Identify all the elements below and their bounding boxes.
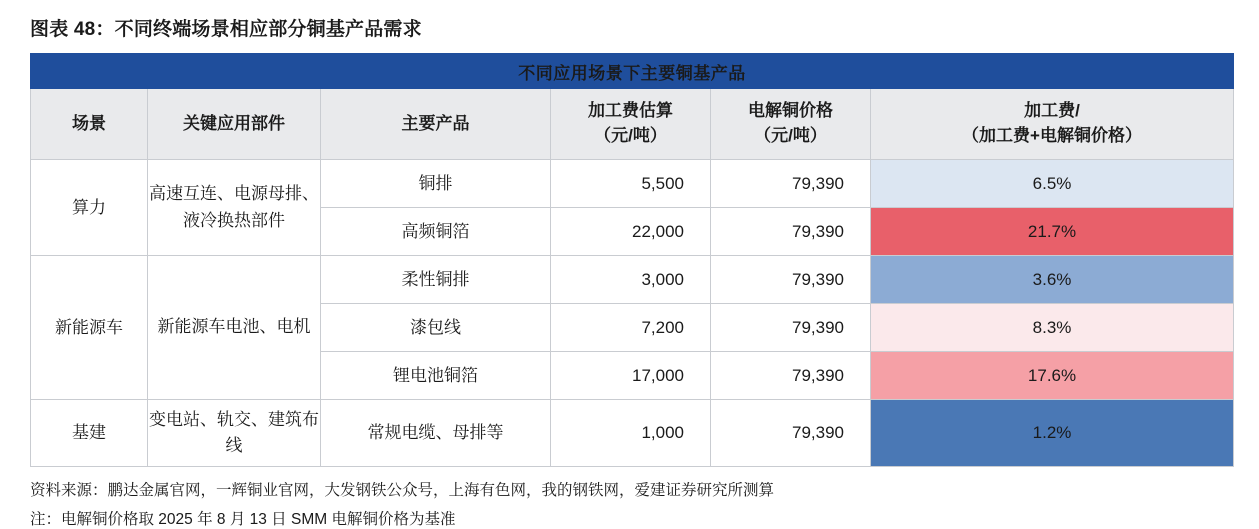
source-note: 资料来源：鹏达金属官网，一辉铜业官网，大发钢铁公众号，上海有色网，我的钢铁网，爱建证券研究所测算 (30, 482, 775, 499)
copper-products-table (30, 53, 1234, 467)
header-product-label: 主要产品 (401, 113, 470, 133)
product-cell: 常规电缆、母排等 (321, 400, 551, 467)
ratio-cell: 8.3% (871, 304, 1234, 352)
header-component-label: 关键应用部件 (183, 113, 285, 133)
ratio-cell: 1.2% (871, 400, 1234, 467)
ratio-cell: 6.5% (871, 160, 1234, 208)
table-row (31, 160, 1234, 208)
scene-cell: 基建 (31, 400, 148, 467)
ratio-cell: 17.6% (871, 352, 1234, 400)
header-copper-price-unit: （元/吨） (754, 126, 827, 145)
header-processing-fee-unit: （元/吨） (594, 126, 667, 145)
page-title: 图表 48：不同终端场景相应部分铜基产品需求 (30, 19, 422, 40)
table-banner-row (31, 54, 1234, 89)
component-cell: 变电站、轨交、建筑布线 (148, 400, 321, 467)
header-scene-label: 场景 (72, 113, 106, 133)
header-copper-price (711, 89, 871, 160)
product-cell: 漆包线 (321, 304, 551, 352)
product-cell: 铜排 (321, 160, 551, 208)
copper-price-cell: 79,390 (711, 160, 871, 208)
processing-fee-cell: 5,500 (551, 160, 711, 208)
header-component (148, 89, 321, 160)
header-processing-fee (551, 89, 711, 160)
copper-price-cell: 79,390 (711, 352, 871, 400)
copper-price-cell: 79,390 (711, 304, 871, 352)
component-cell: 高速互连、电源母排、液冷换热部件 (148, 160, 321, 256)
processing-fee-cell: 7,200 (551, 304, 711, 352)
processing-fee-cell: 17,000 (551, 352, 711, 400)
table-row (31, 256, 1234, 304)
table-header-row (31, 89, 1234, 160)
product-cell: 柔性铜排 (321, 256, 551, 304)
table-row (31, 400, 1234, 467)
header-ratio-formula: （加工费+电解铜价格） (962, 126, 1142, 145)
header-ratio-label: 加工费/ (1024, 101, 1080, 121)
component-cell: 新能源车电池、电机 (148, 256, 321, 400)
table-banner: 不同应用场景下主要铜基产品 (31, 54, 1234, 89)
copper-price-cell: 79,390 (711, 400, 871, 467)
header-ratio (871, 89, 1234, 160)
ratio-cell: 21.7% (871, 208, 1234, 256)
scene-cell: 算力 (31, 160, 148, 256)
header-scene (31, 89, 148, 160)
ratio-cell: 3.6% (871, 256, 1234, 304)
processing-fee-cell: 3,000 (551, 256, 711, 304)
processing-fee-cell: 1,000 (551, 400, 711, 467)
header-processing-fee-label: 加工费估算 (588, 101, 673, 121)
copper-price-cell: 79,390 (711, 256, 871, 304)
processing-fee-cell: 22,000 (551, 208, 711, 256)
header-product (321, 89, 551, 160)
product-cell: 锂电池铜箔 (321, 352, 551, 400)
scene-cell: 新能源车 (31, 256, 148, 400)
copper-price-cell: 79,390 (711, 208, 871, 256)
product-cell: 高频铜箔 (321, 208, 551, 256)
header-copper-price-label: 电解铜价格 (748, 101, 833, 121)
footnote: 注：电解铜价格取 2025 年 8 月 13 日 SMM 电解铜价格为基准 (30, 511, 456, 528)
